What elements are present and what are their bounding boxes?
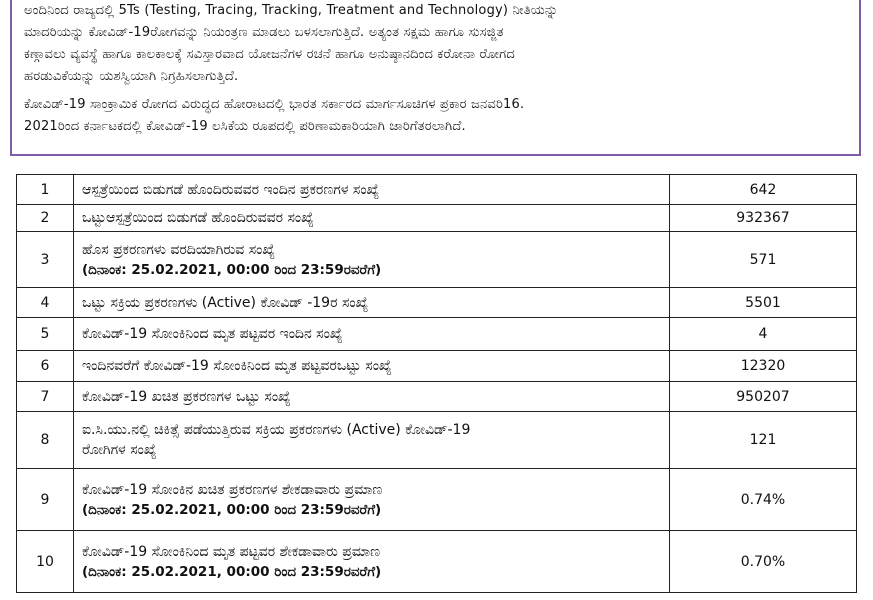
description-text: ಒಟ್ಟು ಸಕ್ರಿಯ ಪ್ರಕರಣಗಳು (Active) ಕೋವಿಡ್ -19ರ ಸಂಖ್ಯೆ bbox=[82, 294, 369, 311]
table-row bbox=[17, 175, 857, 205]
row-description bbox=[74, 351, 670, 382]
row-value: 932367 bbox=[670, 205, 857, 232]
covid-stats-table bbox=[16, 174, 857, 593]
table-row bbox=[17, 351, 857, 382]
intro-line: ಮಾದರಿಯನ್ನು ಕೋವಿಡ್-19ರೋಗವನ್ನು ನಿಯಂತ್ರಣ ಮಾಡಲು ಬಳಸಲಾಗುತ್ತಿದೆ. ಅತ್ಯಂತ ಸಕ್ಷಮ ಹಾಗೂ ಸುಸಜ್ಜಿತ bbox=[24, 25, 504, 40]
serial-number: 4 bbox=[17, 288, 74, 318]
date-range-note: (ದಿನಾಂಕ: 25.02.2021, 00:00 ರಿಂದ 23:59ರವರೆಗೆ) bbox=[82, 563, 382, 580]
table-row bbox=[17, 412, 857, 469]
intro-line: ಅಂದಿನಿಂದ ರಾಜ್ಯದಲ್ಲಿ 5Ts (Testing, Tracing, Tracking, Treatment and Technology) ನೀತಿಯನ್ನು bbox=[24, 3, 559, 18]
table-row bbox=[17, 531, 857, 593]
description-text: ಐ.ಸಿ.ಯು.ನಲ್ಲಿ ಚಿಕಿತ್ಸೆ ಪಡೆಯುತ್ತಿರುವ ಸಕ್ರಿಯ ಪ್ರಕರಣಗಳು (Active) ಕೋವಿಡ್-19 bbox=[82, 422, 471, 438]
row-value: 642 bbox=[670, 175, 857, 205]
row-value: 121 bbox=[670, 412, 857, 469]
intro-line: ಹರಡುವಿಕೆಯನ್ನು ಯಶಸ್ವಿಯಾಗಿ ನಿಗ್ರಹಿಸಲಾಗುತ್ತಿದೆ. bbox=[24, 69, 239, 84]
table-row bbox=[17, 232, 857, 288]
table-row bbox=[17, 469, 857, 531]
description-text: ಹೊಸ ಪ್ರಕರಣಗಳು ವರದಿಯಾಗಿರುವ ಸಂಖ್ಯೆ bbox=[82, 241, 276, 258]
row-value: 4 bbox=[670, 318, 857, 351]
serial-number: 5 bbox=[17, 318, 74, 351]
description-text: ಕೋವಿಡ್-19 ಸೋಂಕಿನ ಖಚಿತ ಪ್ರಕರಣಗಳ ಶೇಕಡಾವಾರು ಪ್ರಮಾಣ bbox=[82, 481, 383, 498]
row-description bbox=[74, 412, 670, 469]
row-description bbox=[74, 288, 670, 318]
serial-number: 10 bbox=[17, 531, 74, 593]
table-row bbox=[17, 382, 857, 412]
row-value: 0.74% bbox=[670, 469, 857, 531]
serial-number: 3 bbox=[17, 232, 74, 288]
intro-line: ಕಣ್ಗಾವಲು ವ್ಯವಸ್ಥೆ ಹಾಗೂ ಕಾಲಕಾಲಕ್ಕೆ ಸವಿಸ್ತಾರವಾದ ಯೋಜನೆಗಳ ರಚನೆ ಹಾಗೂ ಅನುಷ್ಠಾನದಿಂದ ಕರೋನಾ ರೋಗದ bbox=[24, 47, 515, 62]
description-text: ಕೋವಿಡ್-19 ಸೋಂಕಿನಿಂದ ಮೃತ ಪಟ್ಟವರ ಶೇಕಡಾವಾರು ಪ್ರಮಾಣ bbox=[82, 543, 381, 560]
description-text: ಕೋವಿಡ್-19 ಸೋಂಕಿನಿಂದ ಮೃತ ಪಟ್ಟವರ ಇಂದಿನ ಸಂಖ್ಯೆ bbox=[82, 326, 343, 342]
intro-line: ಕೋವಿಡ್-19 ಸಾಂಕ್ರಾಮಿಕ ರೋಗದ ವಿರುದ್ಧದ ಹೋರಾಟದಲ್ಲಿ ಭಾರತ ಸರ್ಕಾರದ ಮಾರ್ಗಸೂಚಿಗಳ ಪ್ರಕಾರ ಜನವರಿ16. bbox=[24, 97, 525, 112]
serial-number: 6 bbox=[17, 351, 74, 382]
table-row bbox=[17, 318, 857, 351]
serial-number: 8 bbox=[17, 412, 74, 469]
description-text: ಆಸ್ಪತ್ರೆಯಿಂದ ಬಿಡುಗಡೆ ಹೊಂದಿರುವವರ ಇಂದಿನ ಪ್ರಕರಣಗಳ ಸಂಖ್ಯೆ bbox=[82, 181, 380, 198]
description-text: ಒಟ್ಟುಆಸ್ಪತ್ರೆಯಿಂದ ಬಿಡುಗಡೆ ಹೊಂದಿರುವವರ ಸಂಖ್ಯೆ bbox=[82, 210, 314, 226]
serial-number: 9 bbox=[17, 469, 74, 531]
row-value: 571 bbox=[670, 232, 857, 288]
row-description bbox=[74, 232, 670, 288]
row-description bbox=[74, 205, 670, 232]
intro-text-box bbox=[10, 0, 861, 156]
date-range-note: (ದಿನಾಂಕ: 25.02.2021, 00:00 ರಿಂದ 23:59ರವರೆಗೆ) bbox=[82, 261, 382, 278]
row-description bbox=[74, 175, 670, 205]
serial-number: 1 bbox=[17, 175, 74, 205]
description-text: ಇಂದಿನವರೆಗೆ ಕೋವಿಡ್-19 ಸೋಂಕಿನಿಂದ ಮೃತ ಪಟ್ಟವರಒಟ್ಟು ಸಂಖ್ಯೆ bbox=[82, 358, 392, 374]
row-description bbox=[74, 382, 670, 412]
row-value: 12320 bbox=[670, 351, 857, 382]
serial-number: 7 bbox=[17, 382, 74, 412]
table-row bbox=[17, 205, 857, 232]
row-description bbox=[74, 469, 670, 531]
serial-number: 2 bbox=[17, 205, 74, 232]
row-description bbox=[74, 318, 670, 351]
date-range-note: (ದಿನಾಂಕ: 25.02.2021, 00:00 ರಿಂದ 23:59ರವರೆಗೆ) bbox=[82, 501, 382, 518]
row-value: 950207 bbox=[670, 382, 857, 412]
description-text: ಕೋವಿಡ್-19 ಖಚಿತ ಪ್ರಕರಣಗಳ ಒಟ್ಟು ಸಂಖ್ಯೆ bbox=[82, 388, 291, 405]
table-row bbox=[17, 288, 857, 318]
row-value: 5501 bbox=[670, 288, 857, 318]
intro-line: 2021ರಿಂದ ಕರ್ನಾಟಕದಲ್ಲಿ ಕೋವಿಡ್-19 ಲಸಿಕೆಯ ರೂಪದಲ್ಲಿ ಪರಿಣಾಮಕಾರಿಯಾಗಿ ಜಾರಿಗೆತರಲಾಗಿದೆ. bbox=[24, 119, 466, 134]
row-value: 0.70% bbox=[670, 531, 857, 593]
description-text-continued: ರೋಗಿಗಳ ಸಂಖ್ಯೆ bbox=[82, 442, 157, 458]
row-description bbox=[74, 531, 670, 593]
